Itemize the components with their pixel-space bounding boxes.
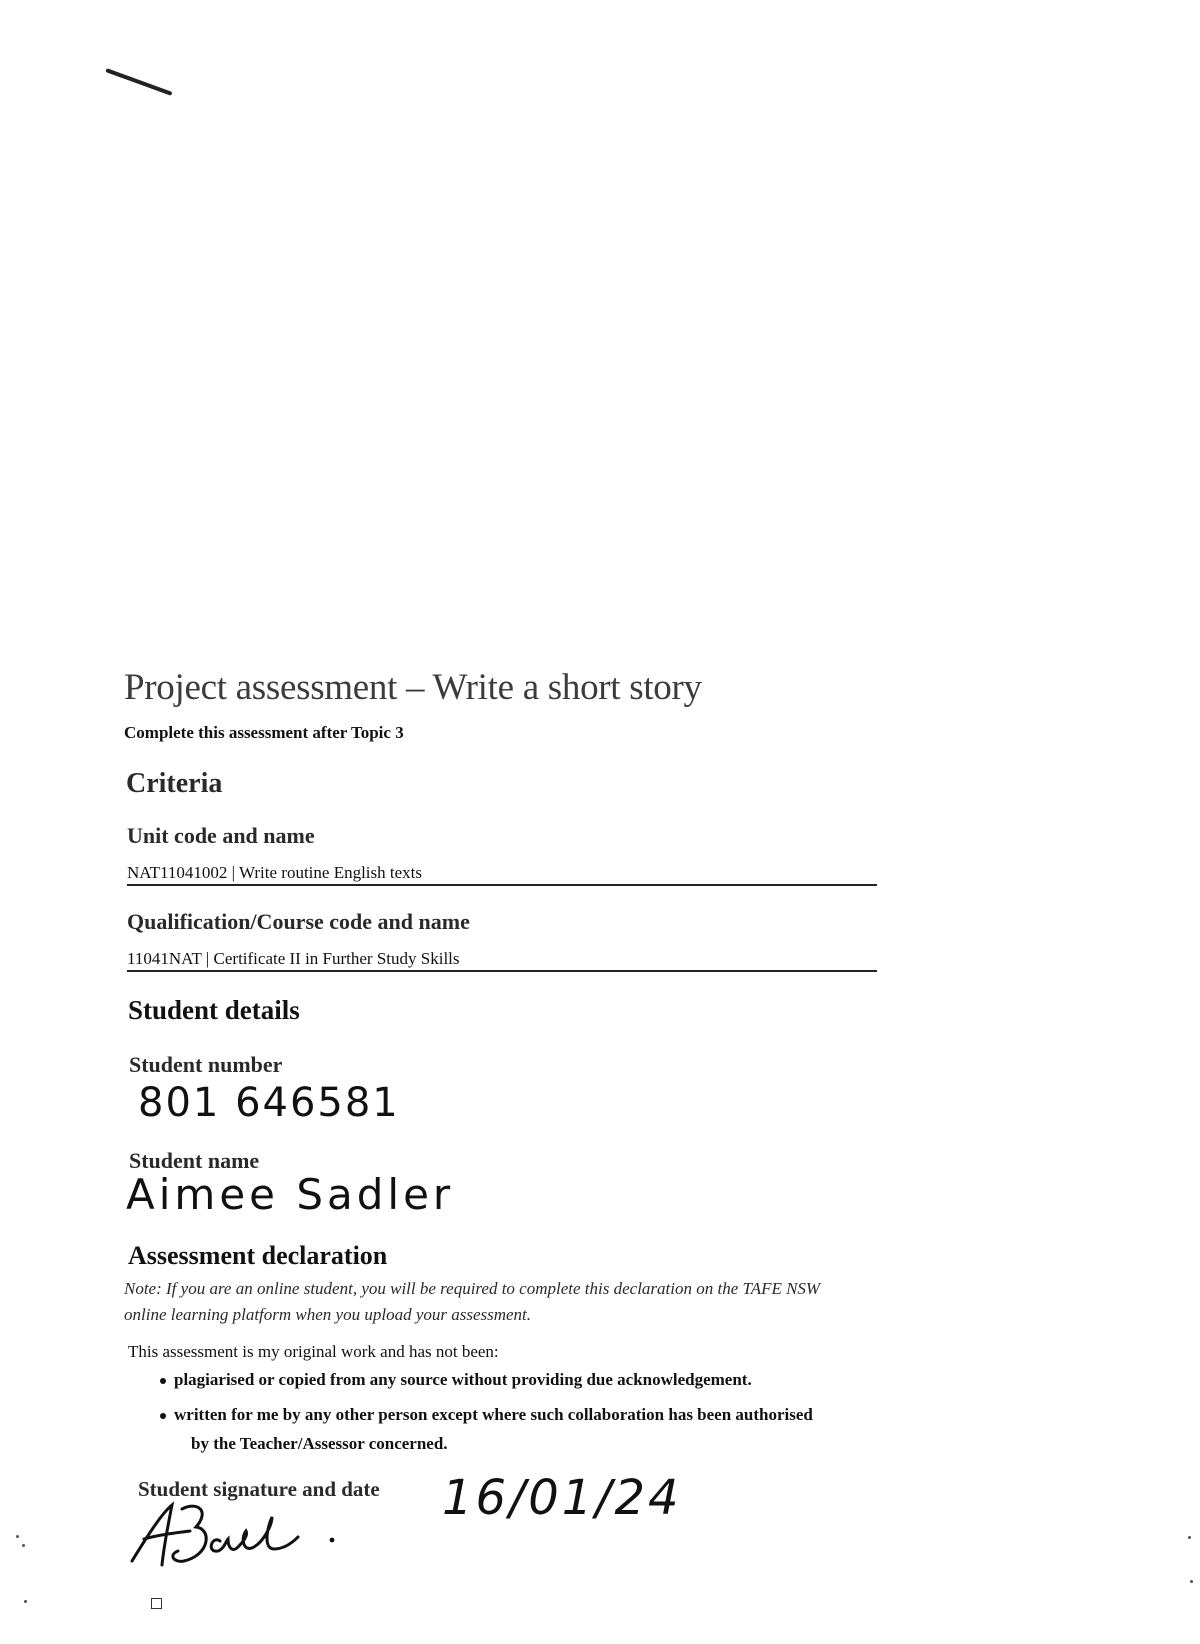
scan-speck — [24, 1600, 27, 1603]
criteria-heading: Criteria — [126, 768, 223, 799]
stray-pen-mark — [105, 68, 172, 96]
document-subtitle: Complete this assessment after Topic 3 — [124, 723, 404, 742]
unit-code-label: Unit code and name — [127, 823, 315, 848]
bullet-dot — [160, 1378, 166, 1384]
declaration-intro: This assessment is my original work and has not been: — [128, 1342, 499, 1361]
signature-date-label: Student signature and date — [138, 1477, 380, 1501]
declaration-bullet-2 — [160, 1405, 813, 1425]
student-signature-image — [128, 1495, 358, 1575]
bullet-text: plagiarised or copied from any source without providing due acknowledgement. — [174, 1370, 752, 1389]
bullet-dot — [160, 1413, 166, 1419]
scan-speck — [22, 1544, 25, 1547]
bullet-text: written for me by any other person except where such collaboration has been authorised — [174, 1405, 813, 1424]
unit-code-value: NAT11041002 | Write routine English texts — [127, 863, 877, 886]
declaration-note: Note: If you are an online student, you will be required to complete this declaration on the TAFE NSW online learning platform when you upload your assessment. — [124, 1279, 821, 1324]
signature-date-handwritten: 16/01/24 — [442, 1470, 682, 1526]
signature-svg — [128, 1495, 358, 1575]
student-number-label: Student number — [129, 1052, 283, 1077]
student-name-label: Student name — [129, 1148, 260, 1173]
assessment-declaration-heading: Assessment declaration — [128, 1241, 388, 1270]
small-checkbox-mark — [151, 1598, 162, 1609]
scan-speck — [1190, 1580, 1193, 1583]
document-title: Project assessment – Write a short story — [124, 667, 702, 708]
qualification-value: 11041NAT | Certificate II in Further Study Skills — [127, 949, 877, 972]
student-details-heading: Student details — [128, 995, 300, 1025]
student-name-handwritten: Aimee Sadler — [126, 1170, 455, 1219]
qualification-label: Qualification/Course code and name — [127, 909, 470, 934]
declaration-bullet-2-continuation: by the Teacher/Assessor concerned. — [191, 1434, 448, 1453]
scan-speck — [1188, 1536, 1191, 1539]
declaration-bullet-1 — [160, 1370, 752, 1390]
scan-speck — [16, 1535, 19, 1538]
student-number-handwritten: 801 646581 — [138, 1080, 400, 1126]
